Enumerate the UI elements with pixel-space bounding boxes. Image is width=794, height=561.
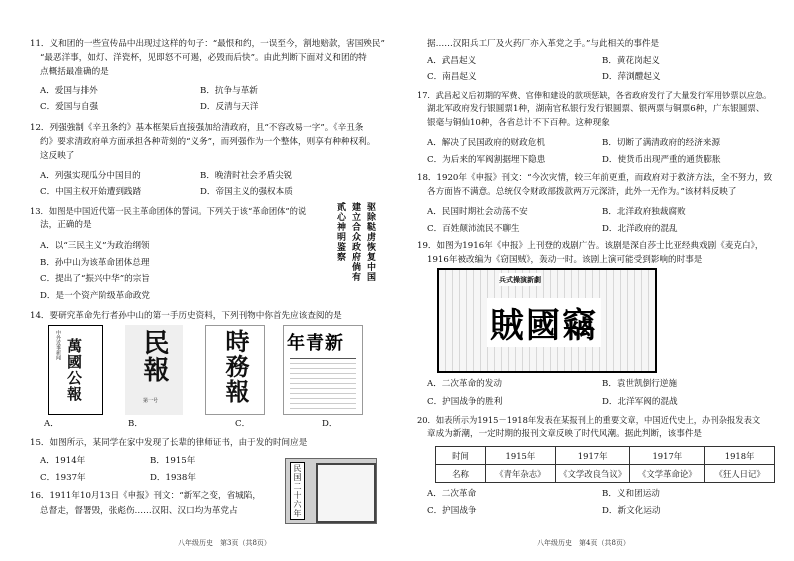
q13-option-b[interactable]: B．孙中山为该革命团体总理 [40,258,150,268]
q15-option-c[interactable]: C．1937年 [40,473,86,483]
table-cell: 1917年 [630,447,705,465]
table-cell: 《文学改良刍议》 [555,465,630,483]
certificate-image [285,458,377,524]
q19-option-a[interactable]: A．二次革命的发动 [427,379,502,389]
q12-option-d[interactable]: D．帝国主义的强权本质 [200,187,293,197]
articles-table [435,446,775,483]
q12-option-b[interactable]: B．晚清时社会矛盾尖锐 [200,171,293,181]
q16-stem-cont: 据……汉阳兵工厂及火药厂亦入革党之手。”与此相关的事件是 [427,39,660,49]
table-cell: 《青年杂志》 [485,465,555,483]
table-cell: 《狂人日记》 [705,465,775,483]
q17-stem-1: 17．武昌起义后初期的军费、官俸和建设的款项惩缺，各省政府发行了大量发行军用钞票以应急。 [417,90,772,100]
q12-option-a[interactable]: A．列强实现瓜分中国目的 [40,171,141,181]
q18-stem-2: 各方面皆不满意。总统仅令财政部拨款两万元深浒，此外一无作为。”该材料反映了 [427,187,737,197]
q16-option-c[interactable]: C．南昌起义 [427,72,477,82]
table-cell: 名称 [436,465,486,483]
q12-stem-2: 约》要求清政府单方面承担各种苛刻的“义务”，而列强作为一个整体，则享有种种权利。 [40,137,376,147]
q16-stem-1: 16．1911年10月13日《申报》刊文：“新军之变，省城陷， [30,491,261,501]
newspaper-a-image [48,325,103,415]
q17-option-c[interactable]: C．为后来的军阀割据埋下隐患 [427,155,546,165]
left-footer: 八年级历史 第3页（共8页） [178,539,271,547]
q15-option-b[interactable]: B．1915年 [150,456,196,466]
q18-option-b[interactable]: B．北洋政府独裁腐败 [602,207,686,217]
newspaper-b-title: 民報 [139,329,169,383]
q14-stem: 14．要研究革命先行者孙中山的第一手历史资料，下列刊物中你首先应该查阅的是 [30,311,342,321]
q11-option-a[interactable]: A．爱国与排外 [40,86,98,96]
oath-col-1: 驱除鞑虏恢复中国 [365,202,375,282]
newspaper-c-image [205,325,265,415]
q20-option-b[interactable]: B．义和团运动 [602,489,660,499]
q19-option-c[interactable]: C．护国战争的胜利 [427,397,503,407]
q14-option-c[interactable]: C． [235,419,251,429]
table-cell: 《文学革命论》 [630,465,705,483]
q16-option-a[interactable]: A．武昌起义 [427,56,477,66]
oath-col-2: 建立合众政府倘有 [350,202,360,282]
newspaper-b-image [125,325,183,415]
right-page [397,0,794,561]
q14-option-a[interactable]: A． [44,419,59,429]
q17-option-a[interactable]: A．解决了民国政府的财政危机 [427,138,545,148]
q11-stem-1: 11．义和团的一些宣传品中出现过这样的句子：“最恨和约，一误至今，割地赔款，害国殃民” [30,39,385,49]
drama-ad-title: 賊國竊 [487,298,601,347]
newspaper-d-title: 新青年 [287,333,344,354]
newspaper-d-body [290,358,356,409]
q12-stem-1: 12．列强強制《辛丑条约》基本框架后直接强加给清政府，且“不容改易一字”。《辛丑条 [30,123,364,133]
table-row [436,465,775,483]
newspaper-a-title: 萬國公報 [65,338,83,402]
q20-option-a[interactable]: A．二次革命 [427,489,477,499]
newspaper-a-top: 中外近事新闻 [55,330,61,360]
q12-stem-3: 这反映了 [40,151,75,161]
q11-stem-3: 点概括最准确的是 [40,67,109,77]
certificate-date-note: 民国二十六年 [290,462,305,520]
oath-image [325,200,377,290]
drama-ad-image [437,268,657,373]
q11-option-b[interactable]: B．抗争与革新 [200,86,258,96]
q16-stem-2: 总督走，督署毁，张彪伤……汉阳、汉口均为革党占 [40,506,238,516]
q13-stem-1: 13．如图是中国近代第一民主革命团体的誓词。下列关于该“革命团体”的说 [30,206,307,216]
q19-stem-2: 1916年被改编为《窃国贼》，轰动一时。该剧上演可能受到影响的时事是 [427,255,703,265]
drama-ad-top: 兵式操演新劇 [499,275,541,284]
right-footer: 八年级历史 第4页（共8页） [537,539,630,547]
q12-option-c[interactable]: C．中国主权开始遭到践踏 [40,187,142,197]
table-cell: 时间 [436,447,486,465]
q15-option-d[interactable]: D．1938年 [150,473,196,483]
q16-option-d[interactable]: D．萍浏醴起义 [602,72,661,82]
oath-col-3: 贰心神明鉴察 [335,202,345,262]
q13-option-d[interactable]: D．是一个资产阶级革命政党 [40,291,151,301]
newspaper-b-sub: 第一号 [143,398,159,404]
q14-option-b[interactable]: B． [128,419,143,429]
q11-option-c[interactable]: C．爱国与自强 [40,102,99,112]
q17-option-d[interactable]: D．使货币出现严重的通货膨胀 [602,155,721,165]
table-row [436,447,775,465]
q17-option-b[interactable]: B．切断了满清政府的经济来源 [602,138,721,148]
q15-stem: 15．如图所示，某同学在家中发现了长辈的律师证书，由于发的时间应是 [30,438,308,448]
certificate-paper [316,463,376,523]
q18-stem-1: 18．1920年《申报》刊文：“今次灾情，较三年前更重，而政府对于救济方法，全不努力，致 [417,173,773,183]
newspaper-c-title: 時務報 [221,329,250,404]
q19-option-b[interactable]: B．袁世凯倒行逆施 [602,379,678,389]
q19-option-d[interactable]: D．北洋军阀的混战 [602,397,678,407]
q14-option-d[interactable]: D． [322,419,338,429]
q19-stem-1: 19．如图为1916年《申报》上刊登的戏剧广告。该剧是深自莎士比亚经典戏剧《麦克白》， [417,241,764,251]
q20-stem-2: 章成为新潮，一定时期的报刊文章反映了时代风潮。据此判断，该事件是 [427,429,703,439]
newspaper-d-image [283,325,363,415]
q13-stem-2: 法，正确的是 [40,220,92,230]
table-cell: 1915年 [485,447,555,465]
q16-option-b[interactable]: B．黄花岗起义 [602,56,660,66]
q11-stem-2: “最恶洋事，如灯、洋瓷杯，见即怒不可遏，必毁而后快”。由此判断下面对义和团的特 [40,53,367,63]
q20-option-c[interactable]: C．护国战争 [427,506,477,516]
q13-option-c[interactable]: C．提出了“振兴中华”的宗旨 [40,274,150,284]
q20-stem-1: 20．如表所示为1915－1918年发表在某报刊上的重要文章，中国近代史上，办刊杂报发表文 [417,415,761,425]
q11-option-d[interactable]: D．反清与天洋 [200,102,259,112]
q18-option-d[interactable]: D．北洋政府的混乱 [602,224,678,234]
table-cell: 1917年 [555,447,630,465]
q17-stem-2: 湖北军政府发行银圆票1种，湖南官私银行发行银圆票、银两票与铜票6种，广东银圆票、 [427,104,765,114]
q17-stem-3: 银毫与铜仙10种，各省总计不下百种。这种现象 [427,118,610,128]
q18-option-a[interactable]: A．民国时期社会动荡不安 [427,207,528,217]
q20-option-d[interactable]: D．新文化运动 [602,506,661,516]
q15-option-a[interactable]: A．1914年 [40,456,86,466]
q13-option-a[interactable]: A．以“三民主义”为政治纲领 [40,241,150,251]
q18-option-c[interactable]: C．百姓颠沛流民不聊生 [427,224,520,234]
table-cell: 1918年 [705,447,775,465]
